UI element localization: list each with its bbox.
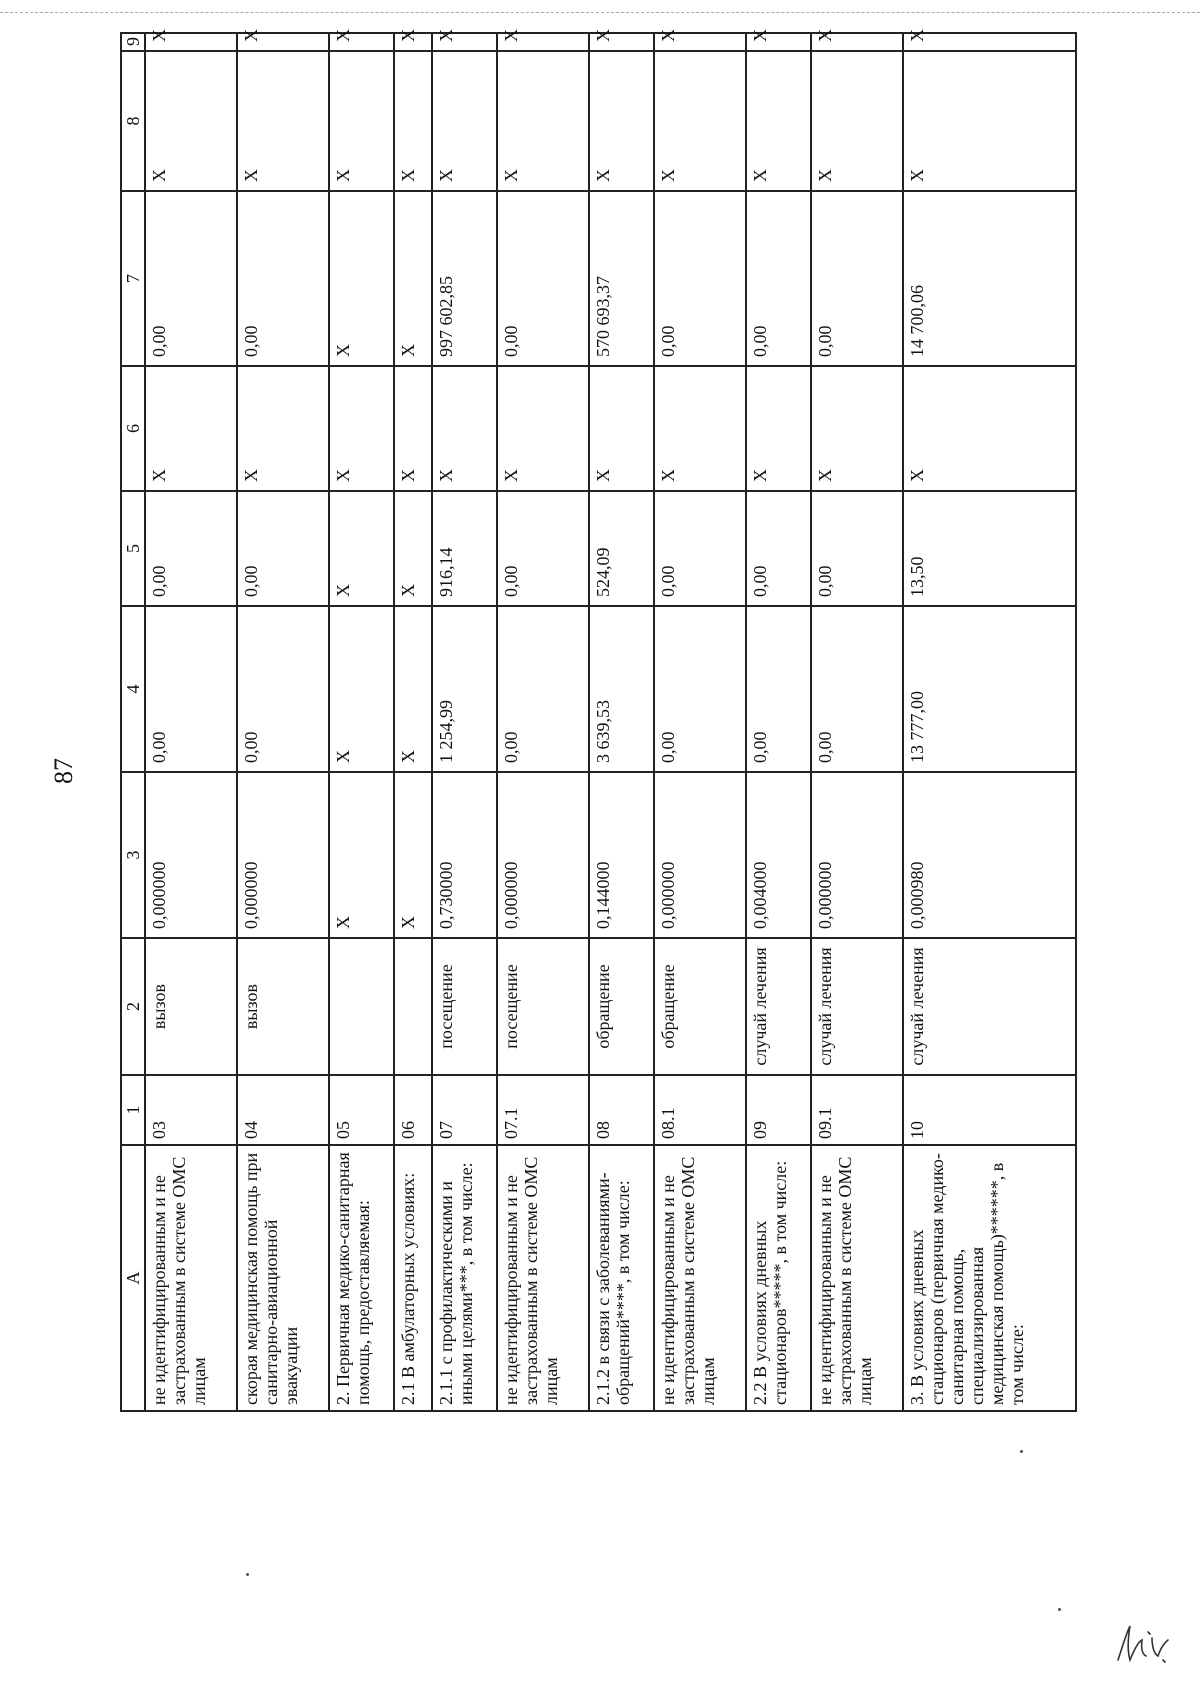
table-row xyxy=(811,33,903,1411)
table-cell: 0,00 xyxy=(811,606,903,772)
table-cell: X xyxy=(746,33,811,51)
column-header: 2 xyxy=(121,938,145,1075)
table-cell: обращение xyxy=(589,938,654,1075)
table-cell: скорая медицинская помощь при санитарно-авиационной эвакуации xyxy=(237,1145,329,1411)
table-cell: X xyxy=(394,51,432,191)
table-cell: вызов xyxy=(145,938,237,1075)
table-cell: 2. Первичная медико-санитарная помощь, предоставляемая: xyxy=(329,1145,394,1411)
page-number: 87 xyxy=(49,758,78,784)
table-cell: 0,00 xyxy=(811,191,903,366)
table-cell: 0,000000 xyxy=(497,772,589,938)
table-cell: X xyxy=(432,33,497,51)
table-cell: 0,00 xyxy=(145,606,237,772)
table-cell: 0,144000 xyxy=(589,772,654,938)
rotated-table-container xyxy=(120,29,1077,1412)
table-cell: X xyxy=(394,491,432,606)
table-row xyxy=(654,33,746,1411)
column-header: 3 xyxy=(121,772,145,938)
table-cell: посещение xyxy=(497,938,589,1075)
table-cell: X xyxy=(589,51,654,191)
column-header: A xyxy=(121,1145,145,1411)
table-cell: X xyxy=(394,606,432,772)
table-cell: X xyxy=(329,51,394,191)
table-cell: 0,00 xyxy=(237,491,329,606)
table-cell: 0,00 xyxy=(811,491,903,606)
table-cell: вызов xyxy=(237,938,329,1075)
table-row xyxy=(329,33,394,1411)
table-cell: X xyxy=(903,51,1076,191)
table-row xyxy=(394,33,432,1411)
table-cell: не идентифицированным и не застрахованным в системе ОМС лицам xyxy=(145,1145,237,1411)
table-cell: 0,004000 xyxy=(746,772,811,938)
scan-edge xyxy=(0,12,1200,13)
table-cell: 14 700,06 xyxy=(903,191,1076,366)
table-cell: X xyxy=(237,366,329,491)
table-cell: X xyxy=(432,51,497,191)
table-body xyxy=(145,29,1076,1411)
table-cell: X xyxy=(746,51,811,191)
table-cell: X xyxy=(811,51,903,191)
column-header: 7 xyxy=(121,191,145,366)
table-cell: X xyxy=(329,366,394,491)
table-cell: X xyxy=(432,366,497,491)
table-cell: 13,50 xyxy=(903,491,1076,606)
table-cell: X xyxy=(329,491,394,606)
table-cell: 10 xyxy=(903,1075,1076,1145)
table-cell: X xyxy=(654,33,746,51)
column-header: 4 xyxy=(121,606,145,772)
table-row xyxy=(589,33,654,1411)
table-cell: 0,000000 xyxy=(145,772,237,938)
table-header-row xyxy=(121,33,145,1411)
table-cell: X xyxy=(497,33,589,51)
table-cell: X xyxy=(145,51,237,191)
table-cell: 0,00 xyxy=(145,491,237,606)
table-cell: 916,14 xyxy=(432,491,497,606)
table-cell: 524,09 xyxy=(589,491,654,606)
table-cell: 570 693,37 xyxy=(589,191,654,366)
table-cell: X xyxy=(237,33,329,51)
table-cell: 997 602,85 xyxy=(432,191,497,366)
table-cell: X xyxy=(145,366,237,491)
table-cell: X xyxy=(654,366,746,491)
table-cell: 06 xyxy=(394,1075,432,1145)
table-cell: X xyxy=(589,366,654,491)
table-cell: 2.1 В амбулаторных условиях: xyxy=(394,1145,432,1411)
table-cell: 2.2 В условиях дневных стационаров*****, в том числе: xyxy=(746,1145,811,1411)
column-header: 8 xyxy=(121,51,145,191)
table-cell: X xyxy=(394,772,432,938)
table-cell: 2.1.1 с профилактическими и иными целями***, в том числе: xyxy=(432,1145,497,1411)
column-header: 6 xyxy=(121,366,145,491)
table-cell: 0,00 xyxy=(497,491,589,606)
table-cell: 0,00 xyxy=(237,191,329,366)
table-cell: 0,000000 xyxy=(811,772,903,938)
table-cell: 0,000000 xyxy=(237,772,329,938)
table-cell: X xyxy=(329,33,394,51)
table-cell: случай лечения xyxy=(746,938,811,1075)
table-cell: 09 xyxy=(746,1075,811,1145)
scan-speck xyxy=(246,1573,249,1576)
table-cell: 13 777,00 xyxy=(903,606,1076,772)
table-cell: X xyxy=(811,33,903,51)
table-cell: обращение xyxy=(654,938,746,1075)
table-cell: X xyxy=(329,606,394,772)
table-cell: X xyxy=(497,366,589,491)
table-cell: X xyxy=(654,51,746,191)
table-cell: 07.1 xyxy=(497,1075,589,1145)
table-cell: X xyxy=(903,33,1076,51)
table-row xyxy=(497,33,589,1411)
table-cell: X xyxy=(497,51,589,191)
table-cell: 3. В условиях дневных стационаров (первичная медико-санитарная помощь, специализированная медицинская помощь)******, в том числе: xyxy=(903,1145,1076,1411)
column-header: 5 xyxy=(121,491,145,606)
table-cell: 0,00 xyxy=(654,191,746,366)
column-header: 1 xyxy=(121,1075,145,1145)
table-cell: 0,00 xyxy=(654,606,746,772)
table-cell: не идентифицированным и не застрахованным в системе ОМС лицам xyxy=(497,1145,589,1411)
table-cell: 05 xyxy=(329,1075,394,1145)
table-cell: 08.1 xyxy=(654,1075,746,1145)
table-cell: 08 xyxy=(589,1075,654,1145)
table-cell: 03 xyxy=(145,1075,237,1145)
table-row xyxy=(903,33,1076,1411)
table-cell: случай лечения xyxy=(903,938,1076,1075)
table-cell: X xyxy=(903,366,1076,491)
table-cell: X xyxy=(394,33,432,51)
table-cell: 0,00 xyxy=(145,191,237,366)
handwritten-signature xyxy=(1108,1620,1178,1666)
table-cell: X xyxy=(329,772,394,938)
table-row xyxy=(432,33,497,1411)
table-cell: 0,00 xyxy=(497,191,589,366)
table-cell: X xyxy=(394,191,432,366)
table-cell: 0,00 xyxy=(237,606,329,772)
table-cell xyxy=(394,938,432,1075)
scan-speck xyxy=(1020,1450,1023,1453)
table-cell: X xyxy=(145,33,237,51)
table-row xyxy=(746,33,811,1411)
table-cell: X xyxy=(811,366,903,491)
table-cell: 2.1.2 в связи с заболеваниями-обращений****, в том числе: xyxy=(589,1145,654,1411)
table-cell: X xyxy=(746,366,811,491)
table-cell: 3 639,53 xyxy=(589,606,654,772)
table-cell: 0,00 xyxy=(746,606,811,772)
table-cell: 04 xyxy=(237,1075,329,1145)
table-cell: 0,00 xyxy=(654,491,746,606)
table-cell: 0,000000 xyxy=(654,772,746,938)
column-header: 9 xyxy=(121,33,145,51)
table-cell: X xyxy=(589,33,654,51)
table-cell: 07 xyxy=(432,1075,497,1145)
data-table xyxy=(120,29,1077,1412)
table-cell xyxy=(329,938,394,1075)
table-cell: X xyxy=(237,51,329,191)
table-cell: X xyxy=(394,366,432,491)
table-cell: не идентифицированным и не застрахованным в системе ОМС лицам xyxy=(654,1145,746,1411)
table-cell: 09.1 xyxy=(811,1075,903,1145)
table-cell: X xyxy=(329,191,394,366)
table-cell: посещение xyxy=(432,938,497,1075)
table-row xyxy=(237,33,329,1411)
table-cell: не идентифицированным и не застрахованным в системе ОМС лицам xyxy=(811,1145,903,1411)
table-cell: 0,730000 xyxy=(432,772,497,938)
table-cell: 0,00 xyxy=(497,606,589,772)
table-cell: 0,000980 xyxy=(903,772,1076,938)
table-cell: 0,00 xyxy=(746,191,811,366)
table-cell: 0,00 xyxy=(746,491,811,606)
table-row xyxy=(145,33,237,1411)
scan-speck xyxy=(1058,1608,1061,1611)
table-cell: 1 254,99 xyxy=(432,606,497,772)
table-cell: случай лечения xyxy=(811,938,903,1075)
